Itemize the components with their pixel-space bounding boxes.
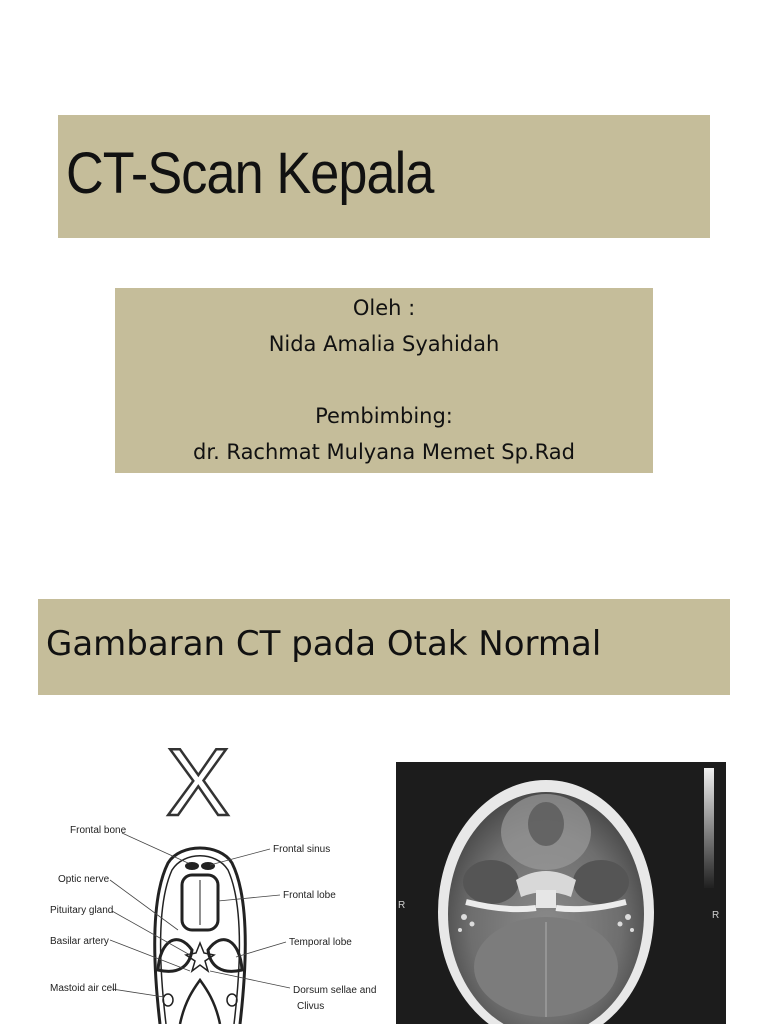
author-name: Nida Amalia Syahidah bbox=[268, 332, 500, 356]
anatomy-diagram bbox=[40, 725, 390, 1024]
label-frontal-lobe: Frontal lobe bbox=[283, 890, 336, 901]
subtitle-banner bbox=[115, 288, 653, 473]
title-banner bbox=[58, 115, 710, 238]
label-dorsum-sellae: Dorsum sellae and bbox=[293, 985, 377, 996]
label-clivus: Clivus bbox=[297, 1001, 325, 1012]
label-basilar-artery: Basilar artery bbox=[50, 936, 109, 947]
label-temporal-lobe: Temporal lobe bbox=[289, 937, 352, 948]
section-banner bbox=[38, 599, 730, 695]
label-frontal-bone: Frontal bone bbox=[70, 825, 127, 836]
label-frontal-sinus: Frontal sinus bbox=[273, 844, 331, 855]
label-mastoid-air-cell: Mastoid air cell bbox=[50, 983, 117, 994]
ct-side-mark-left: R bbox=[398, 900, 406, 911]
supervisor-prefix: Pembimbing: bbox=[315, 404, 453, 428]
supervisor-name: dr. Rachmat Mulyana Memet Sp.Rad bbox=[193, 440, 575, 464]
ct-scan-graphic bbox=[396, 762, 726, 1024]
author-prefix: Oleh : bbox=[352, 296, 416, 320]
ct-scan-image bbox=[396, 762, 726, 1024]
ct-side-mark-right: R bbox=[712, 910, 720, 921]
slide-title: CT-Scan Kepala bbox=[66, 141, 434, 206]
section-heading: Gambaran CT pada Otak Normal bbox=[46, 624, 602, 664]
label-pituitary-gland: Pituitary gland bbox=[50, 905, 114, 916]
spacer bbox=[115, 362, 653, 398]
diagram-marker: X bbox=[165, 729, 231, 836]
label-optic-nerve: Optic nerve bbox=[58, 874, 110, 885]
